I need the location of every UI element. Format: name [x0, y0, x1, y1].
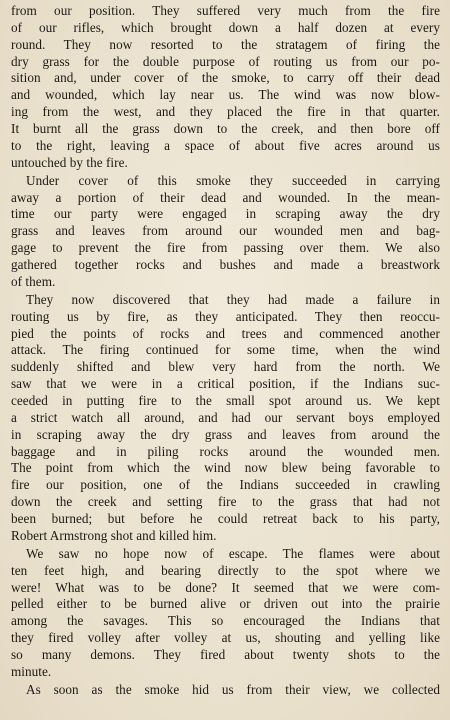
text-line: in scraping away the dry grass and leaves from around the: [11, 426, 440, 442]
text-line: attack. The firing continued for some time, when the wind: [11, 342, 440, 358]
text-line: been burned; but before he could retreat back to his party,: [11, 510, 440, 526]
text-line: ceeded in putting fire to the small spot around us. We kept: [11, 393, 440, 408]
text-line: ten feet high, and bearing directly to the spot where we: [11, 562, 440, 578]
paragraph: [11, 292, 440, 545]
text-line: pelled either to be burned alive or driven out into the prairie: [11, 596, 440, 612]
text-line: away a portion of their dead and wounded. In the mean-: [11, 189, 440, 205]
text-line: The point from which the wind now blew being favorable to: [11, 460, 440, 476]
text-line: time our party were engaged in scraping away the dry: [11, 206, 440, 222]
text-line: a strict watch all around, and had our servant boys employed: [11, 409, 440, 425]
text-line: gage to prevent the fire from passing over them. We also: [11, 240, 440, 256]
text-line: round. They now resorted to the stratagem of firing the: [11, 36, 440, 52]
text-line: so many demons. They fired about twenty shots to the: [11, 646, 440, 662]
paragraph: [11, 173, 440, 291]
text-line: Under cover of this smoke they succeeded in carrying: [26, 172, 440, 188]
text-column: [11, 3, 440, 699]
text-line: They now discovered that they had made a failure in: [26, 291, 440, 307]
text-line: among the savages. This so encouraged the Indians that: [11, 613, 440, 629]
text-line: sition and, under cover of the smoke, to carry off their dead: [11, 70, 440, 86]
text-line: of them.: [11, 273, 56, 289]
paragraph: [11, 546, 440, 681]
text-line: routing us by fire, as they anticipated. They then reoccu-: [11, 308, 440, 324]
text-line: down the creek and setting fire to the grass that had not: [11, 494, 440, 510]
text-line: gathered together rocks and bushes and made a breastwork: [11, 256, 440, 272]
text-line: from our position. They suffered very much from the fire: [11, 3, 440, 18]
text-line: were! What was to be done? It seemed that we were com-: [11, 579, 440, 595]
text-line: suddenly shifted and blew very hard from the north. We: [11, 359, 440, 375]
text-line: ing from the west, and they placed the fire in that quarter.: [11, 104, 440, 120]
text-line: fire our position, one of the Indians succeeded in crawling: [11, 477, 440, 493]
text-line: they fired volley after volley at us, shouting and yelling like: [11, 630, 440, 646]
text-line: We saw no hope now of escape. The flames were about: [26, 545, 440, 561]
text-line: pied the points of rocks and trees and commenced another: [11, 325, 440, 341]
text-line: to the right, leaving a space of about five acres around us: [11, 137, 440, 153]
text-line: untouched by the fire.: [11, 154, 128, 170]
text-line: grass and leaves from around our wounded men and bag-: [11, 223, 440, 239]
text-line: of our rifles, which brought down a half dozen at every: [11, 19, 440, 35]
text-line: Robert Armstrong shot and killed him.: [11, 527, 217, 543]
text-line: baggage and in piling rocks around the wounded men.: [11, 443, 440, 459]
text-line: It burnt all the grass down to the creek, and then bore off: [11, 120, 440, 136]
paragraph: [11, 682, 440, 699]
paragraph: [11, 3, 440, 171]
text-line: dry grass for the double purpose of routing us from our po-: [11, 53, 440, 69]
text-line: and wounded, which lay near us. The wind was now blow-: [11, 87, 440, 103]
text-line: As soon as the smoke hid us from their view, we collected: [26, 681, 440, 697]
text-line: minute.: [11, 663, 52, 679]
text-line: saw that we were in a critical position, if the Indians suc-: [11, 376, 440, 392]
